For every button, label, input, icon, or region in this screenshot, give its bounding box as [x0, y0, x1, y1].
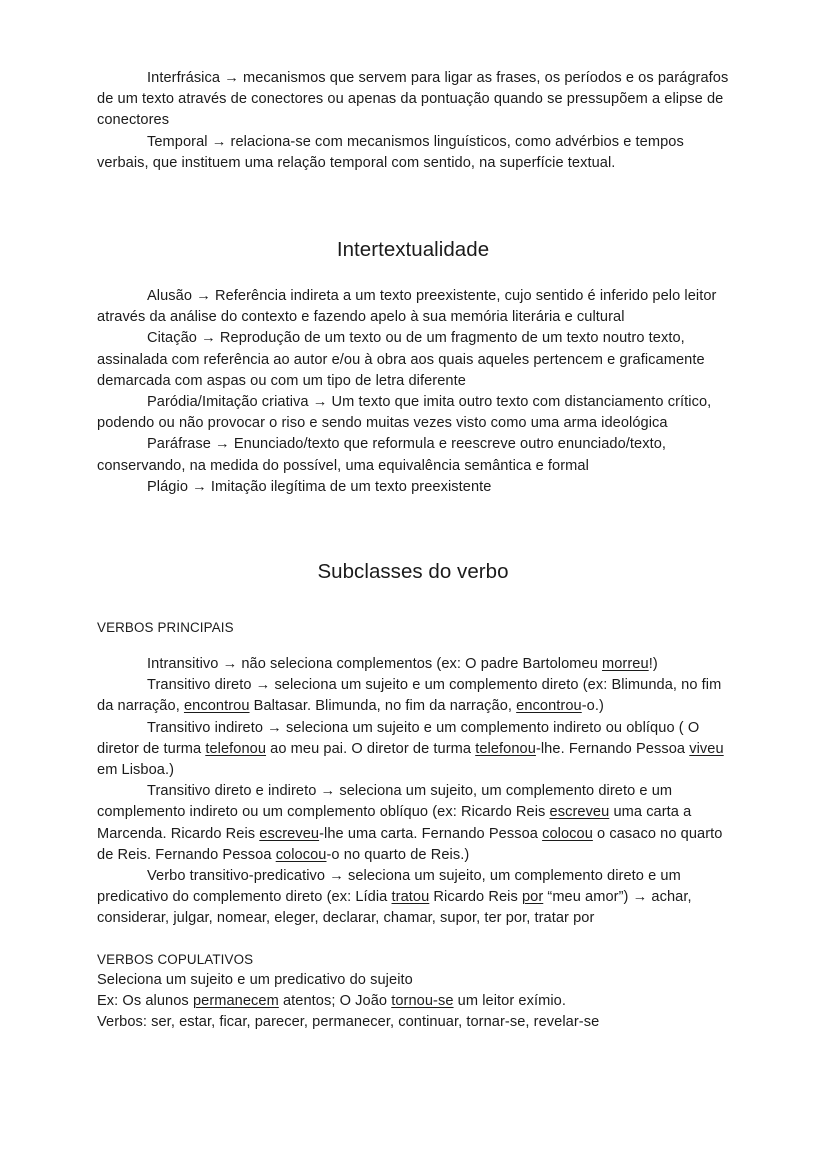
- copulativos-example: Ex: Os alunos permanecem atentos; O João tornou-se um leitor exímio.: [97, 992, 566, 1009]
- underlined-term: encontrou: [516, 698, 582, 715]
- underlined-term: tratou: [391, 889, 430, 906]
- underlined-term: viveu: [689, 740, 724, 757]
- paragraph-temporal: Temporal → relaciona-se com mecanismos linguísticos, como advérbios e tempos verbais, que instituem uma relação temporal com sentido, na superfície textual.: [97, 133, 684, 171]
- heading-subclasses-do-verbo: Subclasses do verbo: [317, 560, 509, 584]
- paragraph-interfrasica: Interfrásica → mecanismos que servem para ligar as frases, os períodos e os parágrafos de um texto através de conectores ou apenas da pontuação quando se pressupõem a elipse de conectores: [97, 70, 729, 129]
- underlined-term: escreveu: [259, 825, 320, 842]
- entry-transitivo-predicativo: Verbo transitivo-predicativo → seleciona um sujeito, um complemento direto e um predicativo do complemento direto (ex: Lídia tratou Ricardo Reis por “meu amor”) → achar, considerar, julgar, nomear, eleger, declarar, chamar, supor, ter por, tratar por: [97, 868, 692, 927]
- paragraph-plagio: Plágio → Imitação ilegítima de um texto preexistente: [147, 478, 492, 495]
- underlined-term: telefonou: [205, 740, 267, 757]
- underlined-term: colocou: [275, 846, 327, 863]
- entry-transitivo-direto: Transitivo direto → seleciona um sujeito e um complemento direto (ex: Blimunda, no fim da narração, encontrou Baltasar. Blimunda, no fim da narração, encontrou-o.): [97, 677, 722, 715]
- entry-intransitivo: Intransitivo → não seleciona complementos (ex: O padre Bartolomeu morreu!): [147, 656, 658, 673]
- spacer-before-verbos-copulativos: [97, 930, 729, 950]
- underlined-term: telefonou: [475, 740, 536, 757]
- paragraph-parodia: Paródia/Imitação criativa → Um texto que imita outro texto com distanciamento crítico, podendo ou não provocar o riso e sendo muitas vezes visto como uma arma ideológica: [97, 394, 712, 432]
- paragraph-parafrase: Paráfrase → Enunciado/texto que reformula e reescreve outro enunciado/texto, conservando, na medida do possível, uma equivalência semântica e formal: [97, 436, 667, 474]
- underlined-term: escreveu: [549, 804, 610, 821]
- spacer-after-verbos-principais-label: [97, 638, 729, 654]
- underlined-term: tornou-se: [391, 992, 454, 1009]
- spacer-after-subclasses: [97, 586, 729, 618]
- underlined-term: morreu: [602, 656, 649, 673]
- spacer-after-intertextualidade: [97, 264, 729, 286]
- underlined-term: por: [521, 889, 544, 906]
- copulativos-verbs-list: Verbos: ser, estar, ficar, parecer, permanecer, continuar, tornar-se, revelar-se: [97, 1014, 600, 1031]
- entry-transitivo-indireto: Transitivo indireto → seleciona um sujeito e um complemento indireto ou oblíquo ( O diretor de turma telefonou ao meu pai. O diretor de turma telefonou-lhe. Fernando Pessoa viveu em Lisboa.): [97, 719, 724, 779]
- paragraph-alusao: Alusão → Referência indireta a um texto preexistente, cujo sentido é inferido pelo leitor através da análise do contexto e fazendo apelo à sua memória literária e cultural: [97, 288, 717, 326]
- document-content: [97, 68, 729, 1033]
- underlined-term: colocou: [542, 825, 593, 842]
- heading-intertextualidade: Intertextualidade: [336, 238, 490, 262]
- entry-transitivo-direto-indireto: Transitivo direto e indireto → seleciona um sujeito, um complemento direto e um complemento indireto ou um complemento oblíquo (ex: Ricardo Reis escreveu uma carta a Marcenda. Ricardo Reis escreveu-lhe uma carta. Fernando Pessoa colocou o casaco no quarto de Reis. Fernando Pessoa colocou-o no quarto de Reis.): [97, 783, 723, 863]
- spacer-before-intertextualidade: [97, 174, 729, 236]
- underlined-term: encontrou: [183, 698, 250, 715]
- label-verbos-copulativos: VERBOS COPULATIVOS: [97, 951, 254, 967]
- spacer-before-subclasses: [97, 498, 729, 558]
- underlined-term: permanecem: [192, 992, 279, 1009]
- copulativos-definition: Seleciona um sujeito e um predicativo do sujeito: [97, 971, 413, 988]
- paragraph-citacao: Citação → Reprodução de um texto ou de um fragmento de um texto noutro texto, assinalada com referência ao autor e/ou à obra aos quais aqueles pertencem e graficamente demarcada com aspas ou com um tipo de letra diferente: [97, 330, 705, 389]
- label-verbos-principais: VERBOS PRINCIPAIS: [97, 620, 234, 636]
